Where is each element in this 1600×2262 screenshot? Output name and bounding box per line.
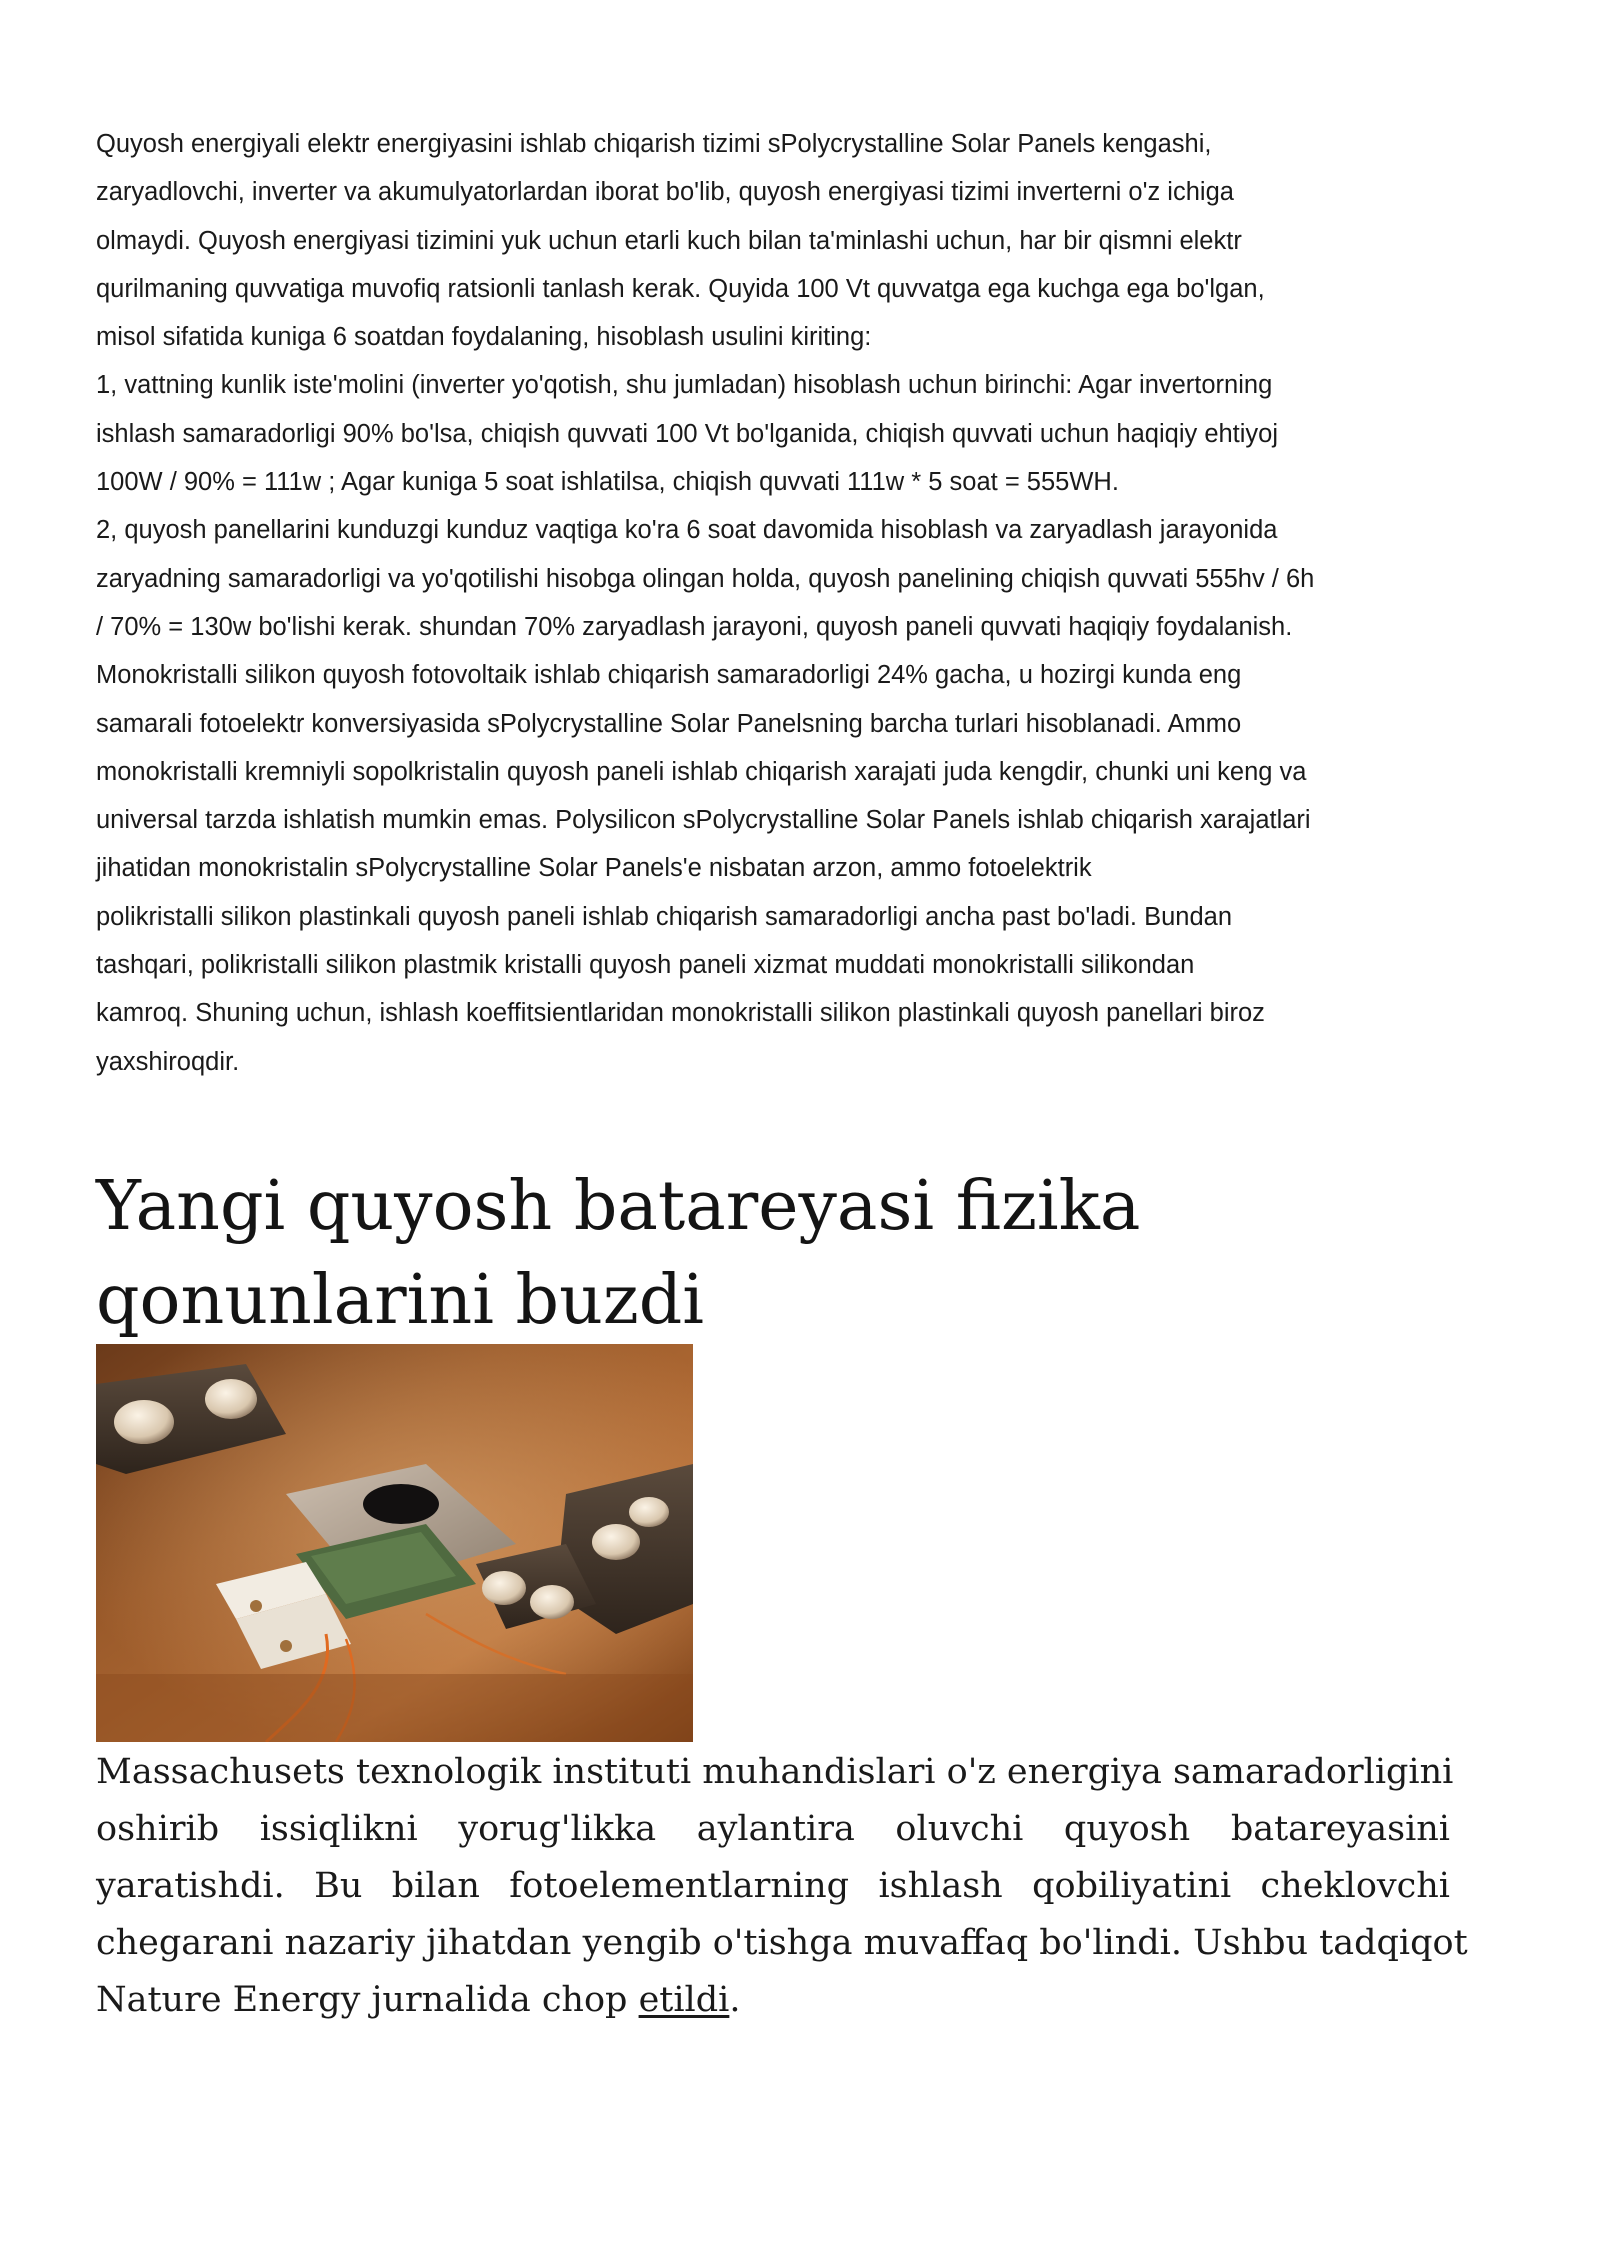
solar-cell-photo [96,1344,693,1742]
intro-line: monokristalli kremniyli sopolkristalin quyosh paneli ishlab chiqarish xarajati juda kengdir, chunki uni keng va [96,757,1307,786]
intro-line: 1, vattning kunlik iste'molini (inverter yo'qotish, shu jumladan) hisoblash uchun birinchi: Agar invertorning [96,371,1273,400]
intro-paragraph [96,120,1450,1086]
intro-line: tashqari, polikristalli silikon plastmik kristalli quyosh paneli xizmat muddati monokristalli silikondan [96,951,1195,980]
body-line: chegarani nazariy jihatdan yengib o'tishga muvaffaq bo'lindi. Ushbu tadqiqot [96,1923,1468,1963]
intro-line: universal tarzda ishlatish mumkin emas. Polysilicon sPolycrystalline Solar Panels ishlab chiqarish xarajatlari [96,806,1311,835]
intro-line: yaxshiroqdir. [96,1047,240,1076]
body-last-line-text: Nature Energy jurnalida chop [96,1980,639,2020]
heading-line: Yangi quyosh batareyasi fizika [96,1167,1141,1246]
body-line: yaratishdi. Bu bilan fotoelementlarning ishlash qobiliyatini cheklovchi [96,1866,1450,1906]
body-last-line-end: . [729,1980,741,2020]
intro-line: ishlash samaradorligi 90% bo'lsa, chiqish quvvati 100 Vt bo'lganida, chiqish quvvati uchun haqiqiy ehtiyoj [96,419,1279,448]
intro-line: misol sifatida kuniga 6 soatdan foydalaning, hisoblash usulini kiriting: [96,323,872,352]
article-heading [96,1160,1450,1348]
intro-line: samarali fotoelektr konversiyasida sPolycrystalline Solar Panelsning barcha turlari hisoblanadi. Ammo [96,709,1242,738]
intro-line: zaryadlovchi, inverter va akumulyatorlardan iborat bo'lib, quyosh energiyasi tizimi inverterni o'z ichiga [96,178,1234,207]
intro-line: 2, quyosh panellarini kunduzgi kunduz vaqtiga ko'ra 6 soat davomida hisoblash va zaryadlash jarayonida [96,516,1278,545]
intro-line: polikristalli silikon plastinkali quyosh paneli ishlab chiqarish samaradorligi ancha past bo'ladi. Bundan [96,902,1233,931]
heading-line: qonunlarini buzdi [96,1261,704,1340]
intro-line: Monokristalli silikon quyosh fotovoltaik ishlab chiqarish samaradorligi 24% gacha, u hozirgi kunda eng [96,661,1242,690]
document-page [96,120,1468,2020]
body-paragraph [96,1744,1468,2029]
intro-line: qurilmaning quvvatiga muvofiq ratsionli tanlash kerak. Quyida 100 Vt quvvatga ega kuchga ega bo'lgan, [96,274,1265,303]
intro-line: olmaydi. Quyosh energiyasi tizimini yuk uchun etarli kuch bilan ta'minlashi uchun, har bir qismni elektr [96,226,1242,255]
intro-line: kamroq. Shuning uchun, ishlash koeffitsientlaridan monokristalli silikon plastinkali quyosh panellari biroz [96,999,1265,1028]
body-last-line [96,1972,1450,2029]
intro-line: Quyosh energiyali elektr energiyasini ishlab chiqarish tizimi sPolycrystalline Solar Panels kengashi, [96,130,1212,158]
intro-line: jihatidan monokristalin sPolycrystalline Solar Panels'e nisbatan arzon, ammo fotoelektrik [96,854,1092,883]
intro-line: zaryadning samaradorligi va yo'qotilishi hisobga olingan holda, quyosh panelining chiqish quvvati 555hv / 6h [96,564,1315,593]
etildi-link[interactable]: etildi [638,1980,730,2020]
body-line: oshirib issiqlikni yorug'likka aylantira oluvchi quyosh batareyasini [96,1809,1450,1849]
intro-line: / 70% = 130w bo'lishi kerak. shundan 70% zaryadlash jarayoni, quyosh paneli quvvati haqiqiy foydalanish. [96,612,1293,641]
body-line: Massachusets texnologik instituti muhandislari o'z energiya samaradorligini [96,1752,1454,1792]
intro-line: 100W / 90% = 111w ; Agar kuniga 5 soat ishlatilsa, chiqish quvvati 111w * 5 soat = 555WH. [96,468,1119,497]
